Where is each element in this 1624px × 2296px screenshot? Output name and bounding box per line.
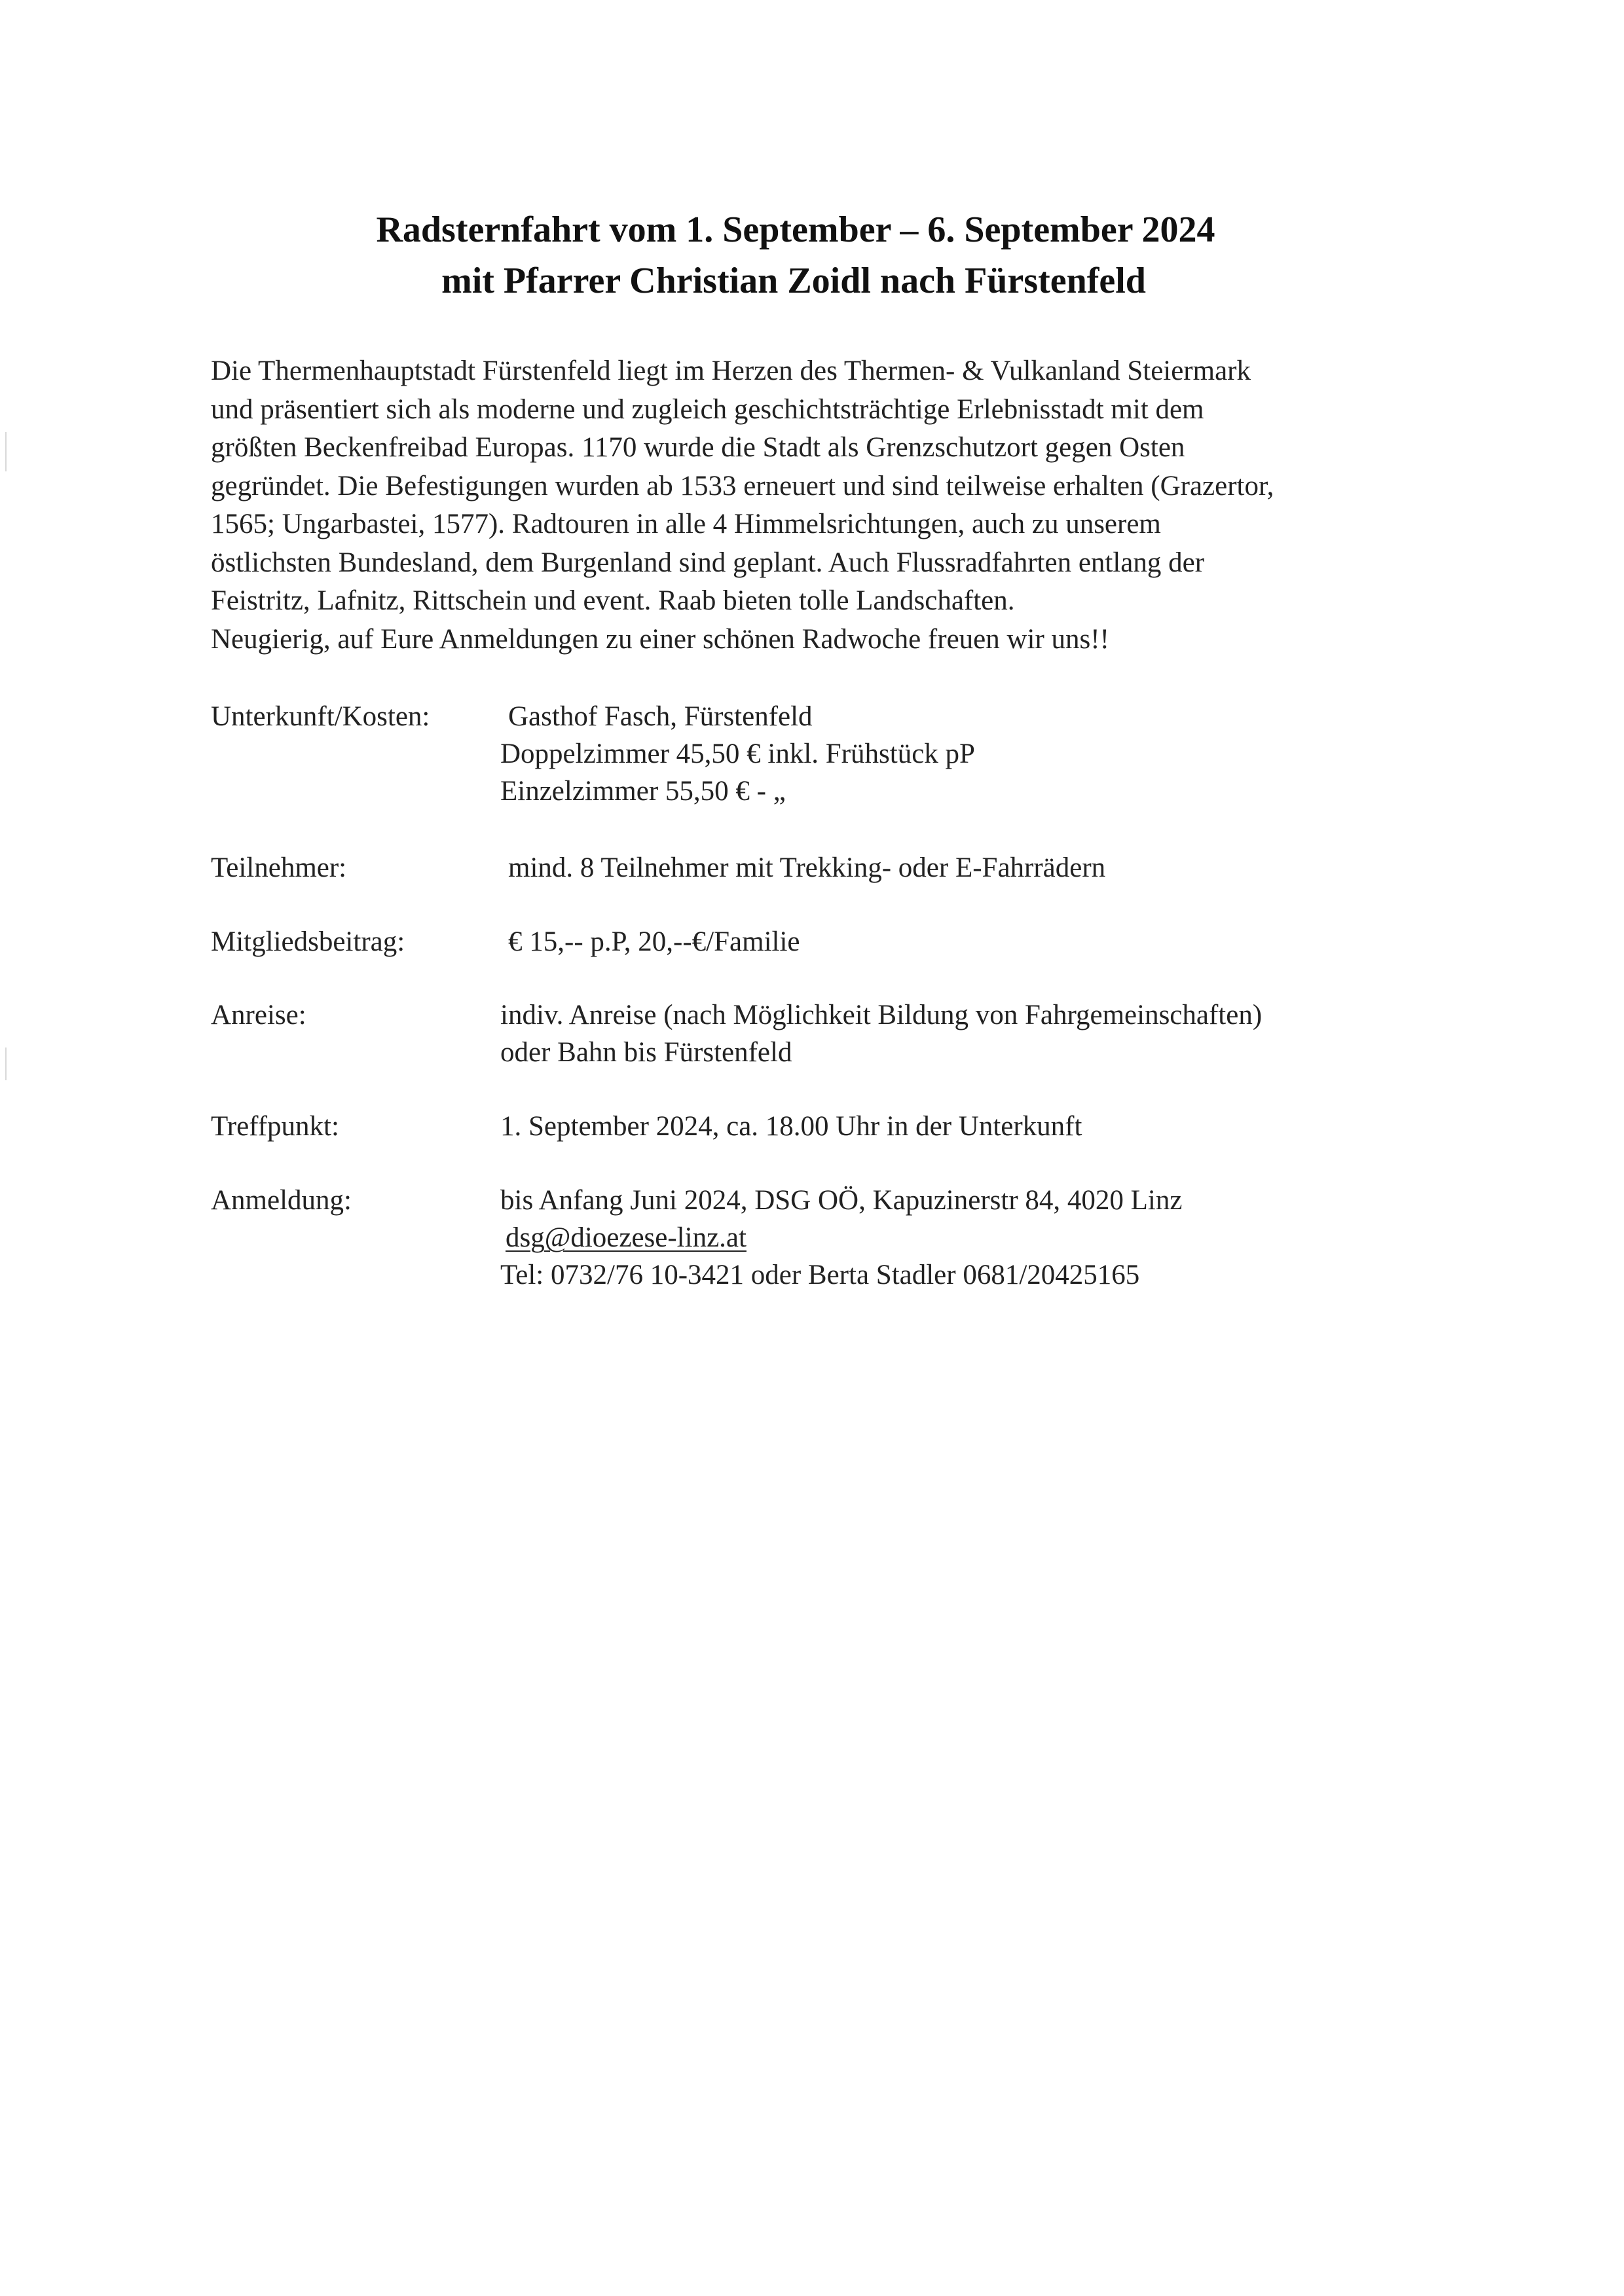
intro-line: größten Beckenfreibad Europas. 1170 wurde die Stadt als Grenzschutzort gegen Osten — [211, 432, 1185, 463]
accommodation-double-room: Doppelzimmer 45,50 € inkl. Frühstück pP — [500, 738, 975, 769]
arrival-label: Anreise: — [211, 1000, 306, 1030]
registration-phone: Tel: 0732/76 10-3421 oder Berta Stadler 0681/20425165 — [500, 1260, 1140, 1290]
intro-line: Neugierig, auf Eure Anmeldungen zu einer schönen Radwoche freuen wir uns!! — [211, 623, 1109, 655]
accommodation-hotel: Gasthof Fasch, Fürstenfeld — [508, 701, 813, 732]
participants-value: mind. 8 Teilnehmer mit Trekking- oder E-Fahrrädern — [508, 852, 1106, 883]
accommodation-single-room: Einzelzimmer 55,50 € - „ — [500, 776, 786, 807]
participants-values — [500, 849, 1105, 886]
scan-artifact — [5, 432, 7, 471]
scan-artifact — [5, 1048, 7, 1080]
title-line-1: Radsternfahrt vom 1. September – 6. September 2024 — [376, 210, 1215, 250]
registration-values — [500, 1182, 1182, 1294]
membership-label: Mitgliedsbeitrag: — [211, 926, 405, 957]
membership-values — [500, 923, 800, 960]
accommodation-values — [500, 698, 975, 810]
registration-address: bis Anfang Juni 2024, DSG OÖ, Kapuzinerstr 84, 4020 Linz — [500, 1185, 1183, 1216]
arrival-line-1: indiv. Anreise (nach Möglichkeit Bildung von Fahrgemeinschaften) — [500, 1000, 1263, 1030]
registration-email-wrap — [506, 1219, 1182, 1256]
arrival-values — [500, 996, 1262, 1071]
registration-email-link[interactable]: dsg@dioezese-linz.at — [506, 1222, 747, 1253]
membership-fee: € 15,-- p.P, 20,--€/Familie — [508, 926, 800, 957]
registration-label: Anmeldung: — [211, 1185, 352, 1216]
intro-line: 1565; Ungarbastei, 1577). Radtouren in alle 4 Himmelsrichtungen, auch zu unserem — [211, 509, 1161, 539]
title-line-2: mit Pfarrer Christian Zoidl nach Fürstenfeld — [441, 261, 1146, 301]
meeting-point-value: 1. September 2024, ca. 18.00 Uhr in der Unterkunft — [500, 1111, 1082, 1142]
arrival-line-2: oder Bahn bis Fürstenfeld — [500, 1037, 792, 1068]
intro-line: Feistritz, Lafnitz, Rittschein und event. Raab bieten tolle Landschaften. — [211, 585, 1015, 616]
intro-line: und präsentiert sich als moderne und zugleich geschichtsträchtige Erlebnisstadt mit dem — [211, 393, 1204, 425]
intro-line: östlichsten Bundesland, dem Burgenland sind geplant. Auch Flussradfahrten entlang der — [211, 547, 1205, 578]
meeting-point-values — [500, 1108, 1082, 1145]
intro-paragraph — [211, 352, 1455, 659]
participants-label: Teilnehmer: — [211, 852, 347, 883]
accommodation-label: Unterkunft/Kosten: — [211, 701, 430, 732]
meeting-point-label: Treffpunkt: — [211, 1111, 339, 1142]
intro-line: Die Thermenhauptstadt Fürstenfeld liegt im Herzen des Thermen- & Vulkanland Steiermark — [211, 355, 1251, 386]
document-title — [0, 204, 1624, 306]
intro-line: gegründet. Die Befestigungen wurden ab 1533 erneuert und sind teilweise erhalten (Grazertor, — [211, 470, 1274, 501]
